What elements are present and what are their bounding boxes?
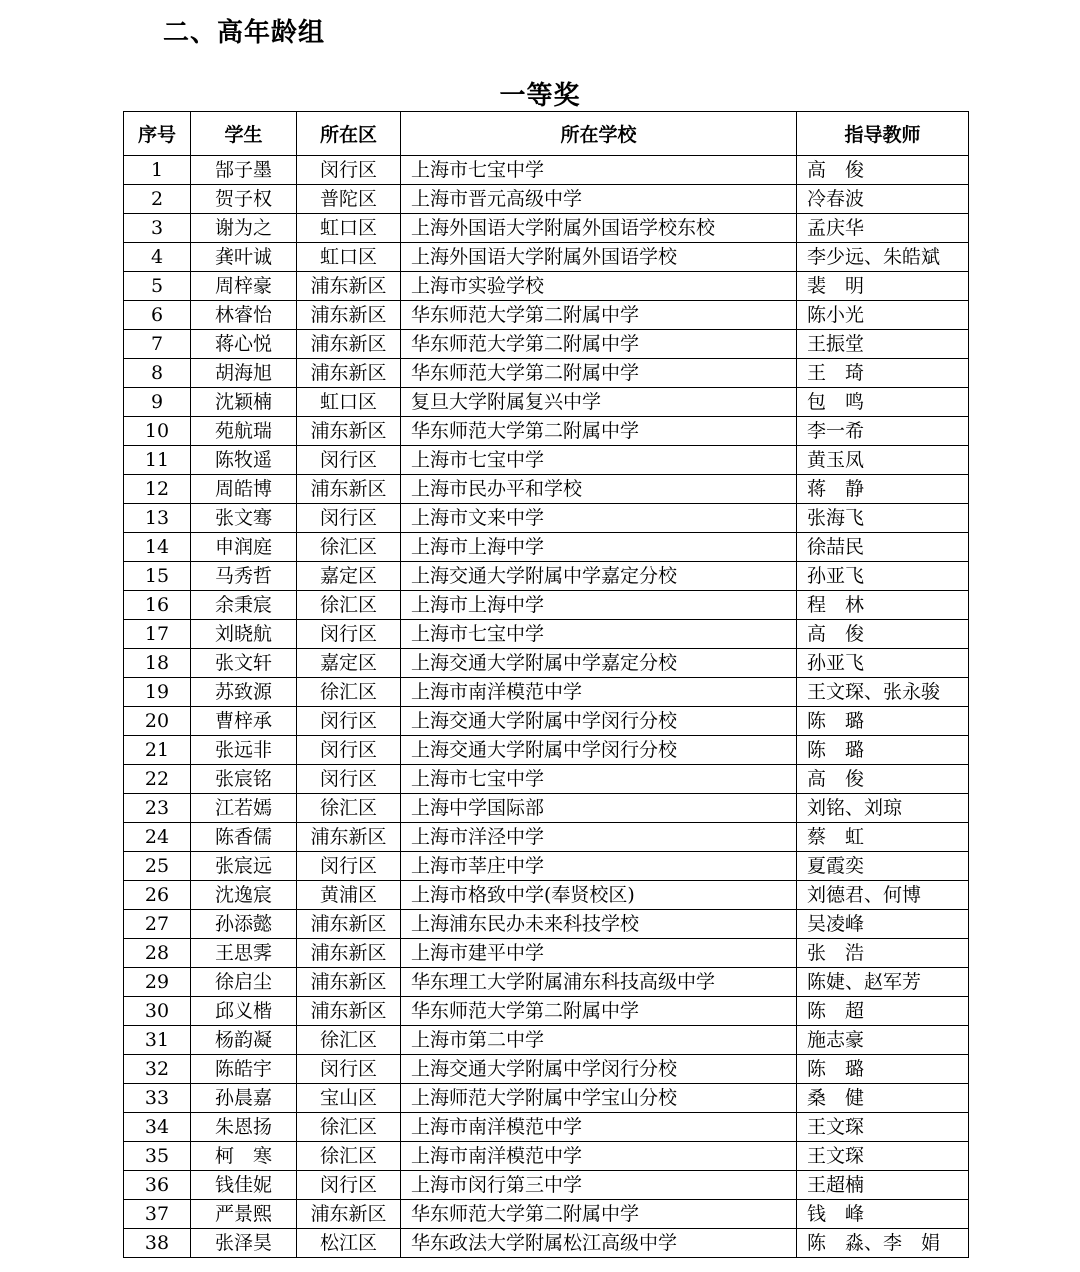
cell-district: 浦东新区: [297, 939, 401, 968]
cell-school: 上海市文来中学: [401, 504, 797, 533]
cell-no: 9: [124, 388, 191, 417]
cell-school: 华东师范大学第二附属中学: [401, 359, 797, 388]
cell-district: 徐汇区: [297, 1142, 401, 1171]
cell-district: 闵行区: [297, 736, 401, 765]
cell-no: 24: [124, 823, 191, 852]
cell-student: 胡海旭: [191, 359, 297, 388]
header-teacher: 指导教师: [797, 112, 969, 156]
cell-teacher: 程 林: [797, 591, 969, 620]
cell-no: 35: [124, 1142, 191, 1171]
awards-table: [123, 111, 969, 1258]
cell-district: 浦东新区: [297, 330, 401, 359]
cell-teacher: 陈 淼、李 娟: [797, 1229, 969, 1258]
cell-no: 33: [124, 1084, 191, 1113]
cell-district: 黄浦区: [297, 881, 401, 910]
cell-district: 闵行区: [297, 156, 401, 185]
cell-school: 华东师范大学第二附属中学: [401, 997, 797, 1026]
cell-school: 上海市第二中学: [401, 1026, 797, 1055]
table-row: [124, 968, 969, 997]
cell-no: 28: [124, 939, 191, 968]
cell-school: 上海市上海中学: [401, 591, 797, 620]
cell-district: 徐汇区: [297, 1113, 401, 1142]
cell-district: 闵行区: [297, 707, 401, 736]
cell-no: 14: [124, 533, 191, 562]
cell-no: 15: [124, 562, 191, 591]
table-row: [124, 185, 969, 214]
table-row: [124, 359, 969, 388]
cell-teacher: 王文琛、张永骏: [797, 678, 969, 707]
cell-district: 浦东新区: [297, 301, 401, 330]
cell-district: 松江区: [297, 1229, 401, 1258]
table-row: [124, 736, 969, 765]
cell-school: 上海交通大学附属中学嘉定分校: [401, 649, 797, 678]
cell-school: 复旦大学附属复兴中学: [401, 388, 797, 417]
header-student: 学生: [191, 112, 297, 156]
cell-teacher: 冷春波: [797, 185, 969, 214]
table-row: [124, 1055, 969, 1084]
cell-school: 上海外国语大学附属外国语学校: [401, 243, 797, 272]
cell-school: 上海市格致中学(奉贤校区): [401, 881, 797, 910]
cell-teacher: 吴凌峰: [797, 910, 969, 939]
cell-school: 上海浦东民办未来科技学校: [401, 910, 797, 939]
cell-no: 21: [124, 736, 191, 765]
cell-district: 浦东新区: [297, 359, 401, 388]
cell-teacher: 孙亚飞: [797, 562, 969, 591]
cell-school: 上海市洋泾中学: [401, 823, 797, 852]
cell-school: 上海市七宝中学: [401, 446, 797, 475]
cell-school: 上海交通大学附属中学闵行分校: [401, 736, 797, 765]
cell-school: 上海交通大学附属中学嘉定分校: [401, 562, 797, 591]
cell-teacher: 高 俊: [797, 765, 969, 794]
cell-district: 闵行区: [297, 1171, 401, 1200]
cell-school: 上海市实验学校: [401, 272, 797, 301]
cell-student: 杨韵凝: [191, 1026, 297, 1055]
table-row: [124, 997, 969, 1026]
cell-student: 朱恩扬: [191, 1113, 297, 1142]
cell-school: 华东师范大学第二附属中学: [401, 1200, 797, 1229]
cell-teacher: 蔡 虹: [797, 823, 969, 852]
cell-district: 浦东新区: [297, 910, 401, 939]
cell-student: 张远非: [191, 736, 297, 765]
cell-teacher: 夏霞奕: [797, 852, 969, 881]
cell-no: 36: [124, 1171, 191, 1200]
cell-teacher: 高 俊: [797, 156, 969, 185]
cell-teacher: 王文琛: [797, 1113, 969, 1142]
cell-student: 孙晨嘉: [191, 1084, 297, 1113]
cell-teacher: 裴 明: [797, 272, 969, 301]
cell-school: 华东师范大学第二附属中学: [401, 330, 797, 359]
table-row: [124, 301, 969, 330]
cell-teacher: 王 琦: [797, 359, 969, 388]
cell-no: 27: [124, 910, 191, 939]
cell-school: 上海中学国际部: [401, 794, 797, 823]
cell-teacher: 王超楠: [797, 1171, 969, 1200]
cell-district: 徐汇区: [297, 678, 401, 707]
table-row: [124, 1171, 969, 1200]
cell-school: 华东师范大学第二附属中学: [401, 301, 797, 330]
cell-school: 华东政法大学附属松江高级中学: [401, 1229, 797, 1258]
cell-school: 上海市晋元高级中学: [401, 185, 797, 214]
table-row: [124, 678, 969, 707]
cell-district: 徐汇区: [297, 1026, 401, 1055]
cell-student: 孙添懿: [191, 910, 297, 939]
table-row: [124, 562, 969, 591]
cell-student: 沈颖楠: [191, 388, 297, 417]
cell-teacher: 桑 健: [797, 1084, 969, 1113]
cell-student: 谢为之: [191, 214, 297, 243]
cell-teacher: 包 鸣: [797, 388, 969, 417]
table-row: [124, 939, 969, 968]
cell-student: 申润庭: [191, 533, 297, 562]
cell-student: 张宸铭: [191, 765, 297, 794]
cell-school: 上海市七宝中学: [401, 765, 797, 794]
table-row: [124, 1229, 969, 1258]
cell-teacher: 刘铭、刘琼: [797, 794, 969, 823]
cell-teacher: 张海飞: [797, 504, 969, 533]
cell-no: 13: [124, 504, 191, 533]
header-school: 所在学校: [401, 112, 797, 156]
table-row: [124, 243, 969, 272]
header-no: 序号: [124, 112, 191, 156]
cell-school: 华东师范大学第二附属中学: [401, 417, 797, 446]
cell-no: 10: [124, 417, 191, 446]
cell-no: 32: [124, 1055, 191, 1084]
table-row: [124, 1142, 969, 1171]
cell-district: 宝山区: [297, 1084, 401, 1113]
cell-school: 上海市民办平和学校: [401, 475, 797, 504]
cell-student: 郜子墨: [191, 156, 297, 185]
cell-no: 6: [124, 301, 191, 330]
cell-student: 蒋心悦: [191, 330, 297, 359]
cell-school: 上海外国语大学附属外国语学校东校: [401, 214, 797, 243]
cell-teacher: 陈 璐: [797, 1055, 969, 1084]
cell-teacher: 王振堂: [797, 330, 969, 359]
table-row: [124, 649, 969, 678]
cell-student: 沈逸宸: [191, 881, 297, 910]
cell-teacher: 徐喆民: [797, 533, 969, 562]
cell-no: 4: [124, 243, 191, 272]
cell-teacher: 刘德君、何博: [797, 881, 969, 910]
cell-school: 上海市南洋模范中学: [401, 678, 797, 707]
cell-district: 闵行区: [297, 1055, 401, 1084]
cell-school: 上海市上海中学: [401, 533, 797, 562]
cell-student: 龚叶诚: [191, 243, 297, 272]
cell-district: 闵行区: [297, 446, 401, 475]
cell-school: 上海市七宝中学: [401, 156, 797, 185]
cell-student: 马秀哲: [191, 562, 297, 591]
table-row: [124, 1084, 969, 1113]
table-row: [124, 446, 969, 475]
cell-district: 浦东新区: [297, 968, 401, 997]
cell-student: 周梓豪: [191, 272, 297, 301]
cell-district: 闵行区: [297, 504, 401, 533]
table-row: [124, 330, 969, 359]
cell-no: 19: [124, 678, 191, 707]
cell-school: 上海市七宝中学: [401, 620, 797, 649]
cell-school: 上海市莘庄中学: [401, 852, 797, 881]
cell-teacher: 蒋 静: [797, 475, 969, 504]
cell-school: 上海市建平中学: [401, 939, 797, 968]
cell-school: 上海师范大学附属中学宝山分校: [401, 1084, 797, 1113]
cell-no: 17: [124, 620, 191, 649]
cell-district: 徐汇区: [297, 591, 401, 620]
cell-teacher: 陈 璐: [797, 707, 969, 736]
cell-no: 26: [124, 881, 191, 910]
cell-no: 12: [124, 475, 191, 504]
cell-district: 闵行区: [297, 852, 401, 881]
cell-teacher: 孟庆华: [797, 214, 969, 243]
cell-teacher: 李少远、朱皓斌: [797, 243, 969, 272]
cell-district: 浦东新区: [297, 1200, 401, 1229]
cell-student: 张宸远: [191, 852, 297, 881]
cell-teacher: 黄玉凤: [797, 446, 969, 475]
cell-no: 2: [124, 185, 191, 214]
cell-student: 陈皓宇: [191, 1055, 297, 1084]
cell-student: 周皓博: [191, 475, 297, 504]
table-row: [124, 272, 969, 301]
cell-student: 陈香儒: [191, 823, 297, 852]
cell-student: 钱佳妮: [191, 1171, 297, 1200]
cell-student: 陈牧遥: [191, 446, 297, 475]
cell-teacher: 高 俊: [797, 620, 969, 649]
cell-no: 7: [124, 330, 191, 359]
table-row: [124, 1113, 969, 1142]
cell-student: 徐启尘: [191, 968, 297, 997]
cell-student: 王思霁: [191, 939, 297, 968]
cell-student: 林睿怡: [191, 301, 297, 330]
cell-student: 张文骞: [191, 504, 297, 533]
table-row: [124, 417, 969, 446]
cell-student: 柯 寒: [191, 1142, 297, 1171]
cell-student: 张文轩: [191, 649, 297, 678]
cell-school: 上海市南洋模范中学: [401, 1142, 797, 1171]
cell-no: 11: [124, 446, 191, 475]
table-header-row: [124, 112, 969, 156]
table-row: [124, 214, 969, 243]
cell-no: 34: [124, 1113, 191, 1142]
cell-student: 贺子权: [191, 185, 297, 214]
cell-teacher: 李一希: [797, 417, 969, 446]
cell-teacher: 孙亚飞: [797, 649, 969, 678]
table-row: [124, 881, 969, 910]
cell-no: 5: [124, 272, 191, 301]
table-row: [124, 620, 969, 649]
cell-district: 闵行区: [297, 765, 401, 794]
awards-table-body: [124, 156, 969, 1258]
section-title: 二、高年龄组: [163, 18, 326, 48]
cell-school: 上海市南洋模范中学: [401, 1113, 797, 1142]
table-row: [124, 1200, 969, 1229]
table-row: [124, 1026, 969, 1055]
cell-no: 29: [124, 968, 191, 997]
cell-district: 浦东新区: [297, 417, 401, 446]
cell-student: 曹梓承: [191, 707, 297, 736]
cell-district: 虹口区: [297, 214, 401, 243]
table-row: [124, 504, 969, 533]
cell-district: 闵行区: [297, 620, 401, 649]
cell-teacher: 陈 超: [797, 997, 969, 1026]
cell-student: 苏致源: [191, 678, 297, 707]
table-row: [124, 707, 969, 736]
cell-no: 38: [124, 1229, 191, 1258]
cell-no: 25: [124, 852, 191, 881]
cell-student: 张泽昊: [191, 1229, 297, 1258]
table-row: [124, 794, 969, 823]
table-row: [124, 388, 969, 417]
cell-student: 江若嫣: [191, 794, 297, 823]
cell-school: 华东理工大学附属浦东科技高级中学: [401, 968, 797, 997]
cell-no: 1: [124, 156, 191, 185]
table-row: [124, 475, 969, 504]
cell-no: 37: [124, 1200, 191, 1229]
cell-teacher: 钱 峰: [797, 1200, 969, 1229]
cell-district: 虹口区: [297, 388, 401, 417]
cell-student: 邱义楷: [191, 997, 297, 1026]
cell-student: 余秉宸: [191, 591, 297, 620]
cell-school: 上海市闵行第三中学: [401, 1171, 797, 1200]
cell-teacher: 王文琛: [797, 1142, 969, 1171]
cell-no: 18: [124, 649, 191, 678]
cell-no: 23: [124, 794, 191, 823]
cell-teacher: 陈小光: [797, 301, 969, 330]
table-row: [124, 852, 969, 881]
cell-teacher: 陈婕、赵军芳: [797, 968, 969, 997]
cell-district: 浦东新区: [297, 272, 401, 301]
cell-no: 16: [124, 591, 191, 620]
table-row: [124, 156, 969, 185]
cell-no: 30: [124, 997, 191, 1026]
cell-student: 苑航瑞: [191, 417, 297, 446]
cell-no: 3: [124, 214, 191, 243]
cell-district: 浦东新区: [297, 997, 401, 1026]
cell-district: 虹口区: [297, 243, 401, 272]
cell-teacher: 施志豪: [797, 1026, 969, 1055]
cell-district: 普陀区: [297, 185, 401, 214]
table-row: [124, 910, 969, 939]
cell-student: 严景熙: [191, 1200, 297, 1229]
cell-district: 浦东新区: [297, 823, 401, 852]
table-row: [124, 533, 969, 562]
cell-district: 嘉定区: [297, 649, 401, 678]
cell-school: 上海交通大学附属中学闵行分校: [401, 707, 797, 736]
cell-district: 浦东新区: [297, 475, 401, 504]
cell-no: 8: [124, 359, 191, 388]
cell-district: 徐汇区: [297, 794, 401, 823]
cell-no: 31: [124, 1026, 191, 1055]
cell-student: 刘晓航: [191, 620, 297, 649]
cell-no: 22: [124, 765, 191, 794]
cell-no: 20: [124, 707, 191, 736]
cell-district: 嘉定区: [297, 562, 401, 591]
award-title: 一等奖: [499, 81, 581, 111]
cell-teacher: 陈 璐: [797, 736, 969, 765]
header-district: 所在区: [297, 112, 401, 156]
cell-school: 上海交通大学附属中学闵行分校: [401, 1055, 797, 1084]
cell-teacher: 张 浩: [797, 939, 969, 968]
cell-district: 徐汇区: [297, 533, 401, 562]
table-row: [124, 823, 969, 852]
table-row: [124, 591, 969, 620]
table-row: [124, 765, 969, 794]
